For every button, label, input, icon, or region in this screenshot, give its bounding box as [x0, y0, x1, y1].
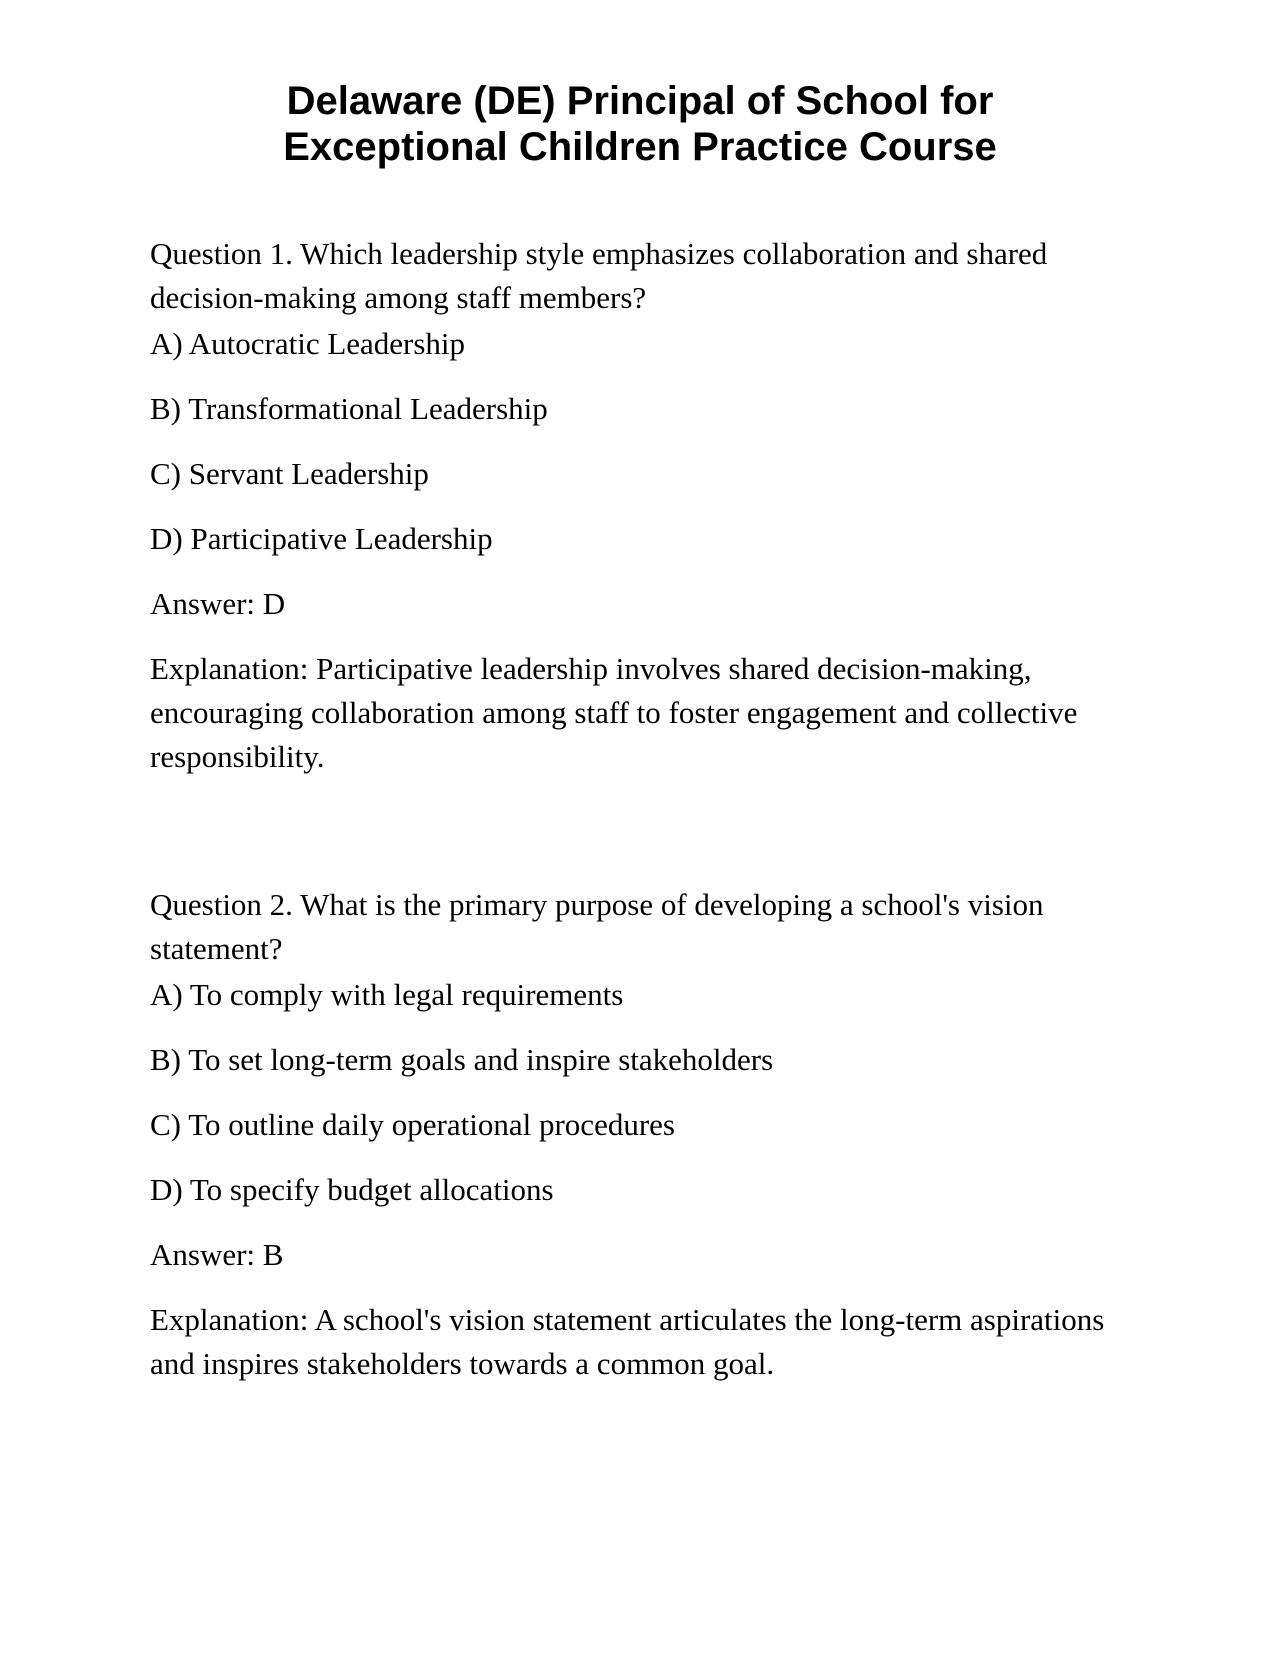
question-1-option-c: C) Servant Leadership	[150, 456, 429, 491]
question-2-option-d: D) To specify budget allocations	[150, 1172, 554, 1207]
page-title	[200, 78, 1080, 170]
question-2-answer: Answer: B	[150, 1237, 284, 1272]
page-title-line-2: Exceptional Children Practice Course	[283, 125, 997, 169]
question-1-answer: Answer: D	[150, 586, 286, 621]
question-1-explanation: Explanation: Participative leadership involves shared decision-making, encouraging collaboration among staff to foster engagement and collective responsibility.	[150, 651, 1078, 774]
question-2-option-c: C) To outline daily operational procedures	[150, 1107, 675, 1142]
page-title-line-1: Delaware (DE) Principal of School for	[286, 79, 994, 123]
question-2-option-b: B) To set long-term goals and inspire stakeholders	[150, 1042, 774, 1077]
question-1-text: Question 1. Which leadership style emphasizes collaboration and shared decision-making among staff members?	[150, 236, 1048, 315]
question-1-option-a: A) Autocratic Leadership	[150, 326, 466, 361]
question-2-explanation: Explanation: A school's vision statement articulates the long-term aspirations and inspires stakeholders towards a common goal.	[150, 1302, 1105, 1381]
question-1-option-d: D) Participative Leadership	[150, 521, 493, 556]
question-1-option-b: B) Transformational Leadership	[150, 391, 548, 426]
question-2-option-a: A) To comply with legal requirements	[150, 977, 624, 1012]
question-2-text: Question 2. What is the primary purpose of developing a school's vision statement?	[150, 887, 1044, 966]
